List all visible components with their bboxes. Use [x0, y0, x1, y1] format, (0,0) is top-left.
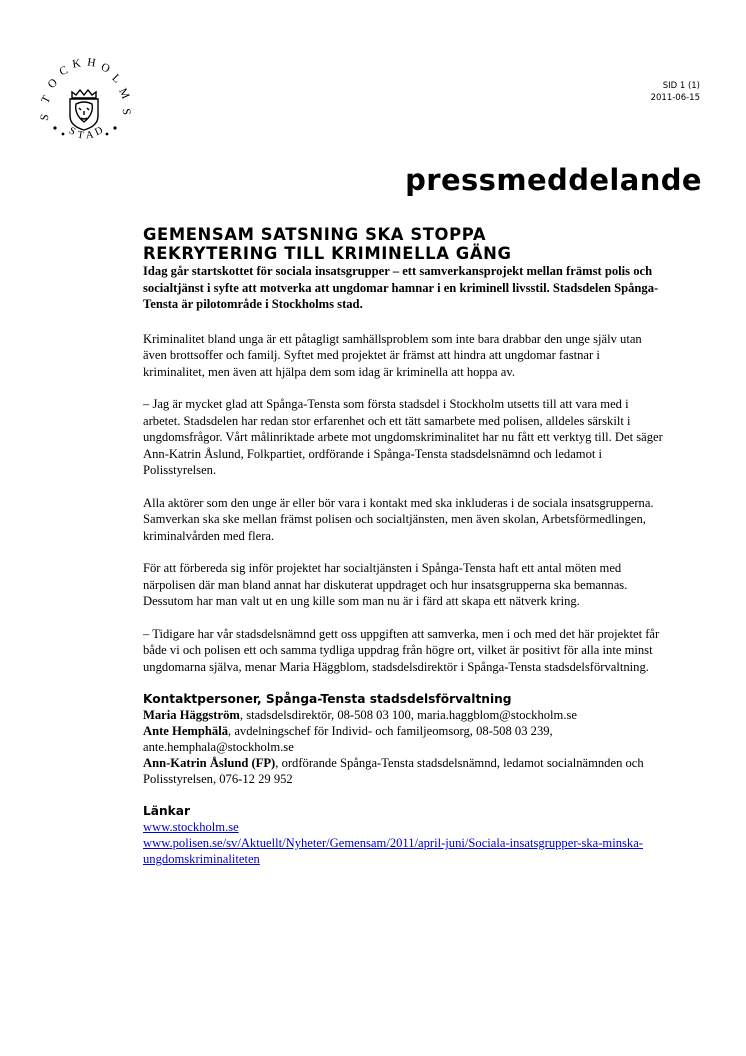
contact-name: Ante Hemphälä	[143, 724, 229, 738]
headline-line-2: REKRYTERING TILL KRIMINELLA GÄNG	[143, 244, 512, 263]
body-text	[143, 331, 663, 676]
body-paragraph: – Tidigare har vår stadsdelsnämnd gett oss uppgiften att samverka, men i och med det här projektet får både vi och polisen ett och samma tydliga uppdrag från högre ort, vilket är positivt för alla inte minst ungdomarna själva, menar Maria Häggblom, stadsdelsdirektör i Spånga-Tensta stadsdelsförvaltning.	[143, 626, 660, 674]
page-number: SID 1 (1)	[662, 81, 700, 91]
document-type-title: pressmeddelande	[405, 163, 702, 197]
links-heading: Länkar	[143, 804, 191, 818]
logo-letter: A	[85, 129, 95, 142]
logo-letter: S	[119, 107, 133, 116]
contact-person	[143, 707, 663, 723]
logo-letter: S	[38, 113, 52, 122]
logo-letter: K	[71, 57, 82, 71]
stockholm-crest-icon	[32, 50, 136, 146]
headline-line-1: GEMENSAM SATSNING SKA STOPPA	[143, 225, 487, 244]
document-date: 2011-06-15	[650, 93, 700, 103]
links-list	[143, 819, 663, 867]
contact-details: , stadsdelsdirektör, 08-508 03 100, maria.haggblom@stockholm.se	[239, 708, 577, 722]
logo-letter: T	[76, 129, 85, 142]
logo-letter: O	[45, 76, 61, 92]
body-paragraph: Alla aktörer som den unge är eller bör vara i kontakt med ska inkluderas i de sociala insatsgrupperna. Samverkan ska ske mellan främst polisen och socialtjänsten, men även skolan, Arbetsförmedlingen, kriminalvården med flera.	[143, 495, 654, 543]
lead-paragraph: Idag går startskottet för sociala insatsgrupper – ett samverkansprojekt mellan främst polis och socialtjänst i syfte att motverka att ungdomar hamnar i en kriminell livsstil. Stadsdelen Spånga-Tensta är pilotområde i Stockholms stad.	[143, 264, 659, 311]
contact-person	[143, 723, 663, 755]
logo-letter: M	[116, 86, 132, 101]
contact-name: Maria Häggström	[143, 708, 240, 722]
headline	[143, 225, 663, 263]
contact-person	[143, 755, 663, 787]
page-meta	[651, 80, 700, 104]
contact-details: , ordförande Spånga-Tensta stadsdelsnämnd, ledamot socialnämnden och Polisstyrelsen, 076-12 29 952	[143, 756, 644, 786]
logo-letter: T	[39, 93, 54, 106]
body-paragraph: – Jag är mycket glad att Spånga-Tensta som första stadsdel i Stockholm utsetts till att vara med i arbetet. Stadsdelen har redan stor erfarenhet och ett tätt samarbete med polisen, alldeles särskilt i ungdomsfrågor. Vårt målinriktade arbete mot ungdomskriminalitet har nu fått ett verktyg till. Det säger Ann-Katrin Åslund, Folkpartiet, ordförande i Spånga-Tensta stadsdelsnämnd och ledamot i Polisstyrelsen.	[143, 397, 663, 477]
logo-letter: S	[67, 125, 78, 138]
body-paragraph: För att förbereda sig inför projektet har socialtjänsten i Spånga-Tensta haft ett antal möten med närpolisen där man bland annat har diskuterat uppdraget och hur insatsgrupperna ska bemannas. Dessutom har man valt ut en ung kille som man nu är i färd att skapa ett nätverk kring.	[143, 561, 628, 608]
contact-details: , avdelningschef för Individ- och familjeomsorg, 08-508 03 239, ante.hemphala@stockholm.se	[143, 724, 553, 754]
contacts-heading: Kontaktpersoner, Spånga-Tensta stadsdelsförvaltning	[143, 692, 512, 706]
logo-letter: L	[109, 72, 123, 86]
body-paragraph: Kriminalitet bland unga är ett påtagligt samhällsproblem som inte bara drabbar den unge själv utan även brottsoffer och familj. Syftet med projektet är främst att hindra att ungdomar fastnar i kriminalitet, men även att hjälpa dem som idag är kriminella att hoppa av.	[143, 331, 642, 379]
link-polisen[interactable]: www.polisen.se/sv/Aktuellt/Nyheter/Gemensam/2011/april-juni/Sociala-insatsgrupper-ska-minska-ungdomskriminaliteten	[143, 836, 644, 866]
link-stockholm[interactable]: www.stockholm.se	[143, 820, 239, 834]
contact-name: Ann-Katrin Åslund (FP)	[143, 756, 276, 770]
logo-letter: D	[93, 125, 105, 139]
logo-letter: C	[57, 64, 70, 79]
logo-letter: H	[86, 56, 97, 70]
logo-letter: O	[98, 61, 112, 76]
main-content	[143, 225, 663, 867]
contacts-list	[143, 707, 663, 787]
